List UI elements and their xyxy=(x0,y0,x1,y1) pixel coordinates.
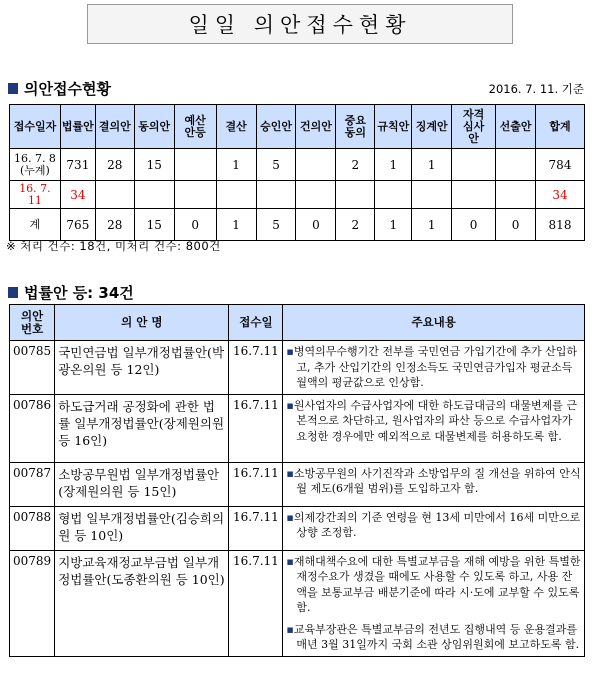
bill-date: 16.7.11 xyxy=(229,341,283,395)
status-table xyxy=(9,104,585,241)
bill-row xyxy=(10,341,585,395)
value-cell xyxy=(296,181,336,209)
date-cell xyxy=(10,149,61,181)
bill-content xyxy=(283,462,585,506)
value-cell: 0 xyxy=(452,209,496,241)
col-header: 선출안 xyxy=(496,105,536,149)
content-item: ▪교육부장관은 특별교부금의 전년도 집행내역 등 운용결과를 매년 3월 31일까지 국회 소관 상임위원회에 보고하도록 함. xyxy=(286,622,580,651)
value-cell xyxy=(134,181,174,209)
value-cell xyxy=(375,181,412,209)
value-cell: 1 xyxy=(375,209,412,241)
col-header-text: 예산안등 xyxy=(184,113,206,139)
col-header-text: 중요동의 xyxy=(344,113,366,139)
col-header: 결의안 xyxy=(95,105,134,149)
value-cell xyxy=(496,149,536,181)
bill-number: 00789 xyxy=(10,550,55,656)
bill-content xyxy=(283,550,585,656)
date-text: 16. 7. 8 xyxy=(13,151,56,165)
value-cell xyxy=(256,181,296,209)
value-cell: 1 xyxy=(216,149,256,181)
date-cell: 계 xyxy=(10,209,61,241)
col-header xyxy=(452,105,496,149)
value-cell: 0 xyxy=(174,209,216,241)
content-item: ▪소방공무원의 사기진작과 소방업무의 질 개선을 위하여 안식월 제도(6개월 범위)를 도입하고자 함. xyxy=(286,466,581,495)
value-cell: 28 xyxy=(95,149,134,181)
value-cell: 784 xyxy=(536,149,585,181)
bill-number: 00788 xyxy=(10,506,55,550)
bills-table xyxy=(9,304,585,657)
value-cell: 34 xyxy=(536,181,585,209)
value-cell: 1 xyxy=(375,149,412,181)
bill-content xyxy=(283,506,585,550)
square-bullet-icon xyxy=(8,287,18,298)
value-cell: 34 xyxy=(60,181,95,209)
page-title-box xyxy=(87,4,513,44)
value-cell: 2 xyxy=(336,149,375,181)
bill-date: 16.7.11 xyxy=(229,550,283,656)
bill-row xyxy=(10,506,585,550)
col-header: 주요내용 xyxy=(283,305,585,341)
date-reference: 2016. 7. 11. 기준 xyxy=(488,82,584,96)
col-header: 법률안 xyxy=(60,105,95,149)
col-header: 규칙안 xyxy=(375,105,412,149)
col-header xyxy=(336,105,375,149)
value-cell xyxy=(174,181,216,209)
value-cell: 0 xyxy=(296,209,336,241)
col-header: 접수일자 xyxy=(10,105,61,149)
processing-note: ※ 처리 건수: 18건, 미처리 건수: 800건 xyxy=(6,239,221,253)
bill-number: 00786 xyxy=(10,394,55,462)
col-header: 건의안 xyxy=(296,105,336,149)
value-cell: 15 xyxy=(134,209,174,241)
col-header-text: 의안번호 xyxy=(20,308,44,336)
value-cell: 1 xyxy=(412,209,452,241)
content-item: ▪의제강간죄의 기준 연령을 현 13세 미만에서 16세 미만으로 상향 조정함. xyxy=(286,510,581,539)
page-title: 일일 의안접수현황 xyxy=(188,13,412,37)
bill-content xyxy=(283,394,585,462)
status-row-today xyxy=(10,181,585,209)
value-cell: 0 xyxy=(496,209,536,241)
value-cell: 765 xyxy=(60,209,95,241)
col-header: 징계안 xyxy=(412,105,452,149)
col-header xyxy=(10,305,55,341)
status-header-row xyxy=(10,105,585,149)
bill-date: 16.7.11 xyxy=(229,394,283,462)
value-cell: 731 xyxy=(60,149,95,181)
col-header: 접수일 xyxy=(229,305,283,341)
value-cell: 5 xyxy=(256,149,296,181)
bill-row xyxy=(10,550,585,656)
bill-content xyxy=(283,341,585,395)
status-section-heading xyxy=(8,78,111,99)
col-header: 의 안 명 xyxy=(55,305,229,341)
bills-header-row xyxy=(10,305,585,341)
value-cell: 1 xyxy=(216,209,256,241)
bill-name: 형법 일부개정법률안(김승희의원 등 10인) xyxy=(55,506,229,550)
value-cell xyxy=(95,181,134,209)
bill-name: 지방교육재정교부금법 일부개정법률안(도종환의원 등 10인) xyxy=(55,550,229,656)
bill-number: 00785 xyxy=(10,341,55,395)
value-cell xyxy=(216,181,256,209)
bill-row xyxy=(10,394,585,462)
col-header xyxy=(174,105,216,149)
col-header: 승인안 xyxy=(256,105,296,149)
col-header-text: 자격심사안 xyxy=(462,107,485,145)
value-cell xyxy=(496,181,536,209)
value-cell xyxy=(452,149,496,181)
value-cell xyxy=(452,181,496,209)
date-cell: 16. 7. 11 xyxy=(10,181,61,209)
content-item: ▪병역의무수행기간 전부를 국민연금 가입기간에 추가 산입하고, 추가 산입기간의 인정소득도 국민연금가입자 평균소득월액의 평균값으로 인상함. xyxy=(286,345,577,389)
value-cell: 2 xyxy=(336,209,375,241)
content-item: ▪원사업자의 수급사업자에 대한 하도급대금의 대물변제를 근본적으로 차단하고, 원사업자의 파산 등으로 수급사업자가 요청한 경우에만 예외적으로 대물변제를 허용하도록 함. xyxy=(286,398,577,443)
bills-section-heading xyxy=(8,282,134,303)
status-row-cumulative xyxy=(10,149,585,181)
value-cell: 15 xyxy=(134,149,174,181)
col-header: 결산 xyxy=(216,105,256,149)
col-header: 합계 xyxy=(536,105,585,149)
bill-name: 국민연금법 일부개정법률안(박광온의원 등 12인) xyxy=(55,341,229,395)
bills-heading-text: 법률안 등: 34건 xyxy=(24,284,134,302)
value-cell: 818 xyxy=(536,209,585,241)
bill-name: 하도급거래 공정화에 관한 법률 일부개정법률안(장제원의원 등 16인) xyxy=(55,394,229,462)
value-cell xyxy=(296,149,336,181)
date-subtext: (누계) xyxy=(20,163,50,177)
bill-number: 00787 xyxy=(10,462,55,506)
content-item: ▪재해대책수요에 대한 특별교부금을 재해 예방을 위한 특별한 재정수요가 생겼을 때에도 사용할 수 있도록 하고, 사용 잔액을 보통교부금 배분기준에 따라 시·도에 교부할 수 있도록 함. xyxy=(286,554,581,614)
value-cell: 28 xyxy=(95,209,134,241)
bill-date: 16.7.11 xyxy=(229,462,283,506)
value-cell xyxy=(336,181,375,209)
status-heading-text: 의안접수현황 xyxy=(24,80,111,98)
bill-name: 소방공무원법 일부개정법률안(장제원의원 등 15인) xyxy=(55,462,229,506)
square-bullet-icon xyxy=(8,83,18,94)
value-cell: 5 xyxy=(256,209,296,241)
bill-date: 16.7.11 xyxy=(229,506,283,550)
value-cell: 1 xyxy=(412,149,452,181)
value-cell xyxy=(174,149,216,181)
col-header: 동의안 xyxy=(134,105,174,149)
status-row-total xyxy=(10,209,585,241)
bill-row xyxy=(10,462,585,506)
value-cell xyxy=(412,181,452,209)
